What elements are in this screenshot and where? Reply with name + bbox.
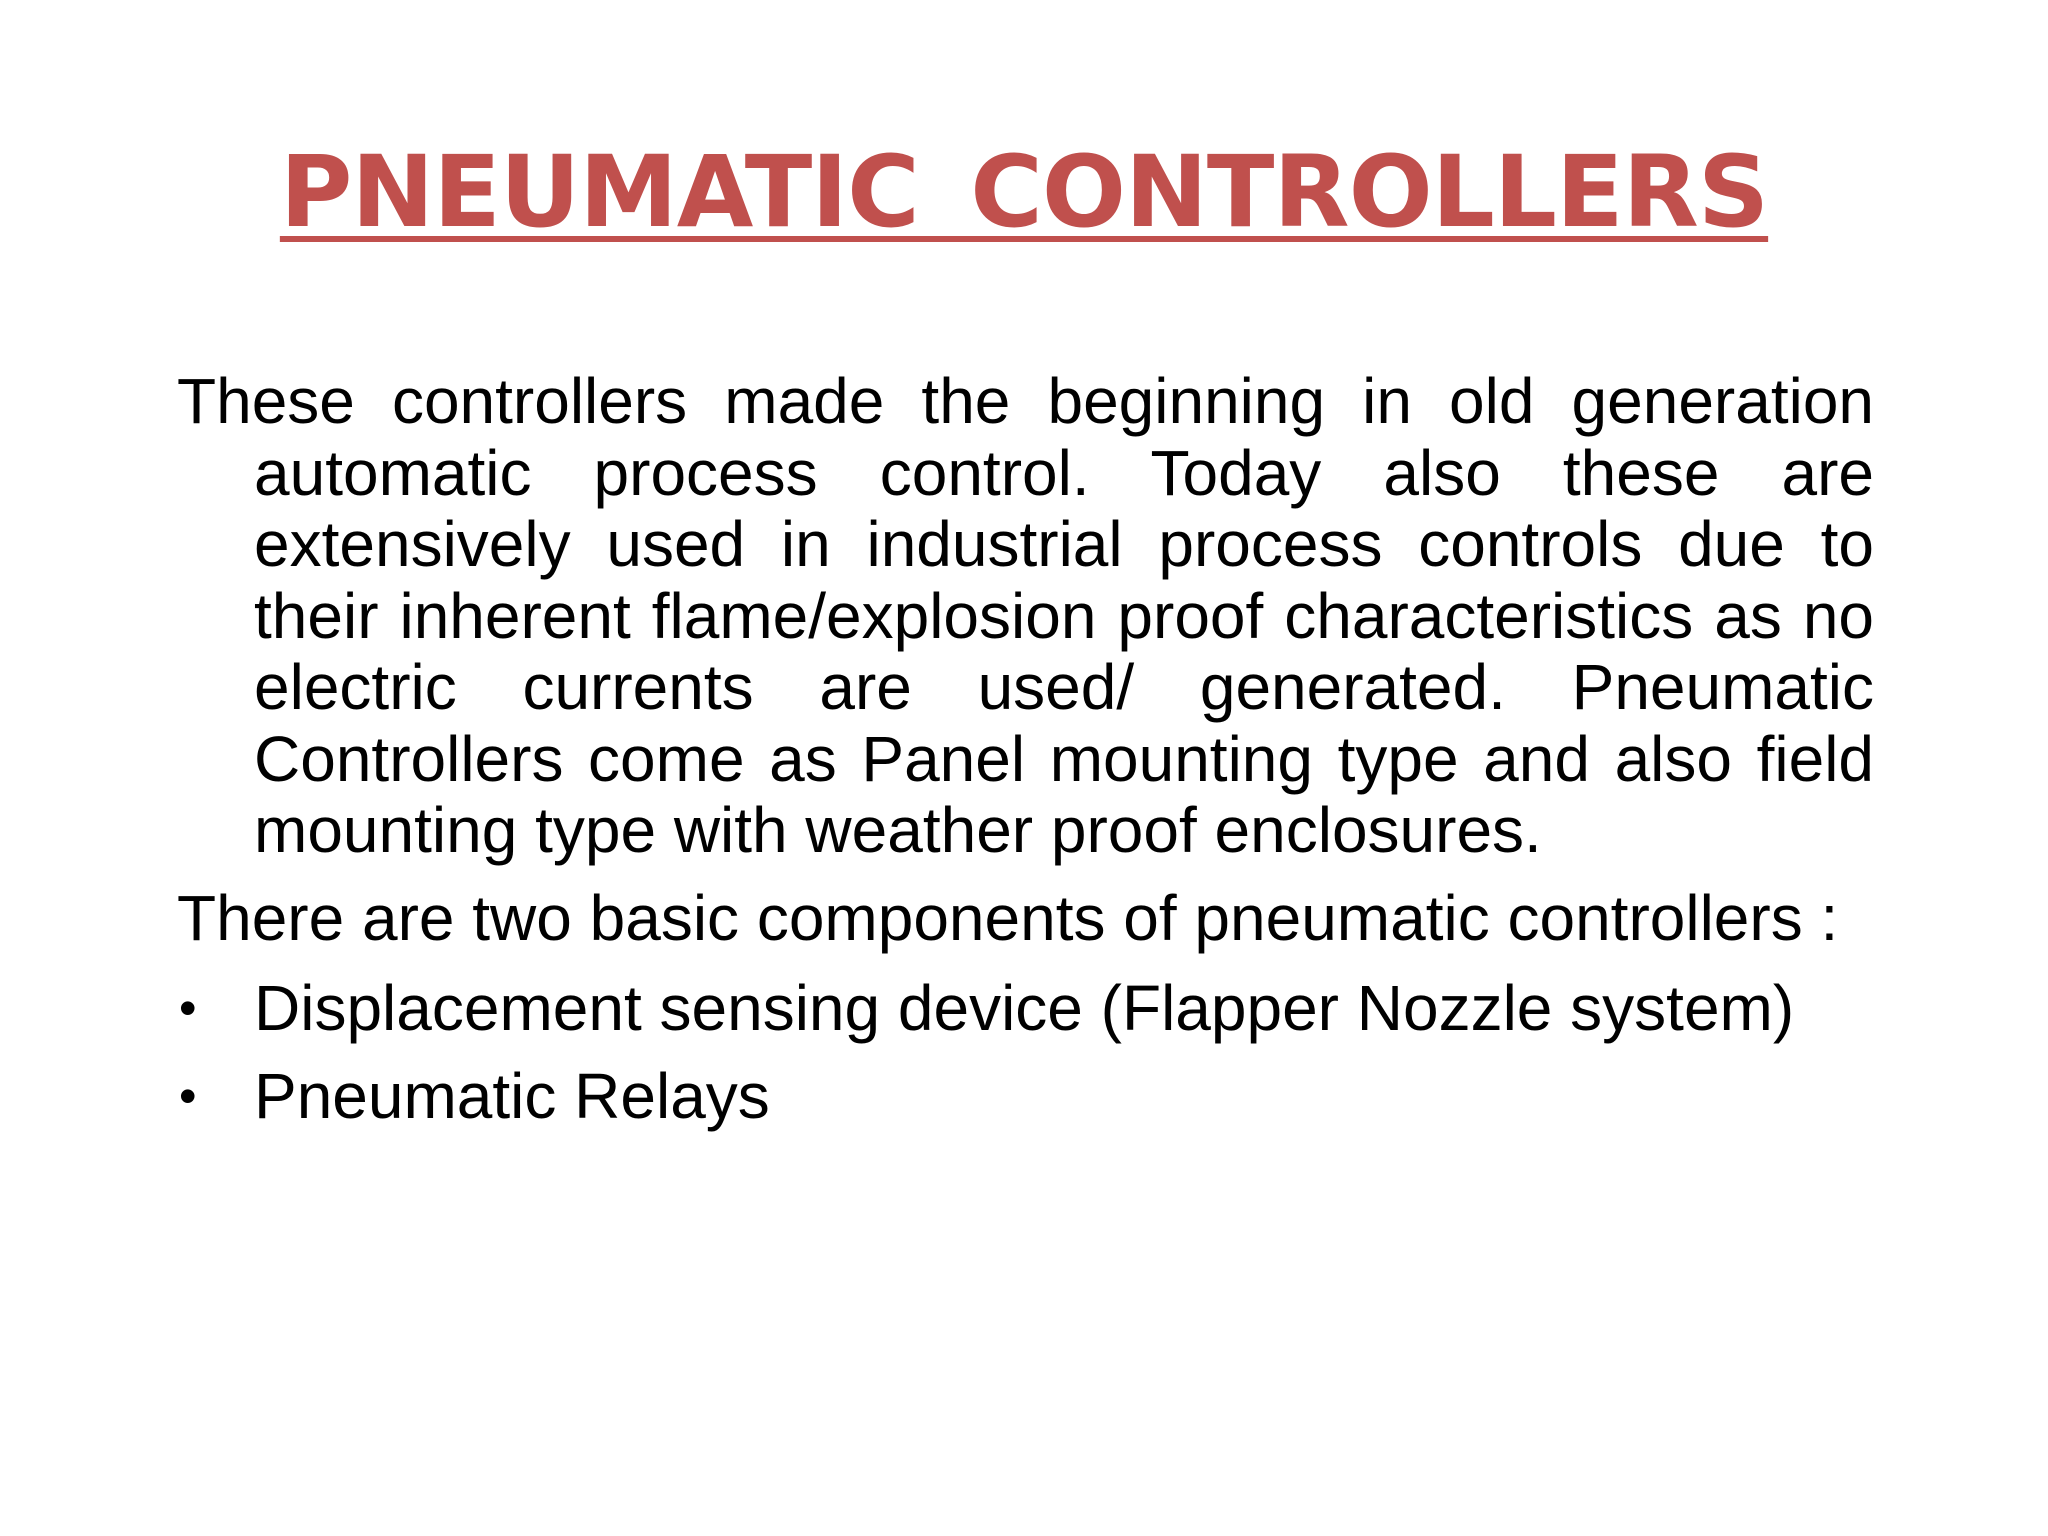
components-paragraph: There are two basic components of pneumatic controllers : <box>177 881 1839 954</box>
component-list <box>177 972 1874 1132</box>
list-item <box>177 1060 1874 1132</box>
bullet-icon: • <box>179 980 197 1036</box>
list-item <box>177 972 1874 1044</box>
slide-title: PNEUMATIC CONTROLLERS <box>279 135 1769 250</box>
intro-paragraph: These controllers made the beginning in old generation automatic process control. Today also these are extensively used in industrial process controls due to their inherent flame/explosion proof characteristics as no electric currents are used/ generated. Pneumatic Controllers come as Panel mounting type and also field mounting type with weather proof enclosures. <box>177 365 1874 866</box>
list-item-text: Displacement sensing device (Flapper Nozzle system) <box>254 972 1795 1044</box>
slide-body <box>177 366 1874 1148</box>
bullet-icon: • <box>179 1068 197 1124</box>
list-item-text: Pneumatic Relays <box>254 1060 770 1132</box>
